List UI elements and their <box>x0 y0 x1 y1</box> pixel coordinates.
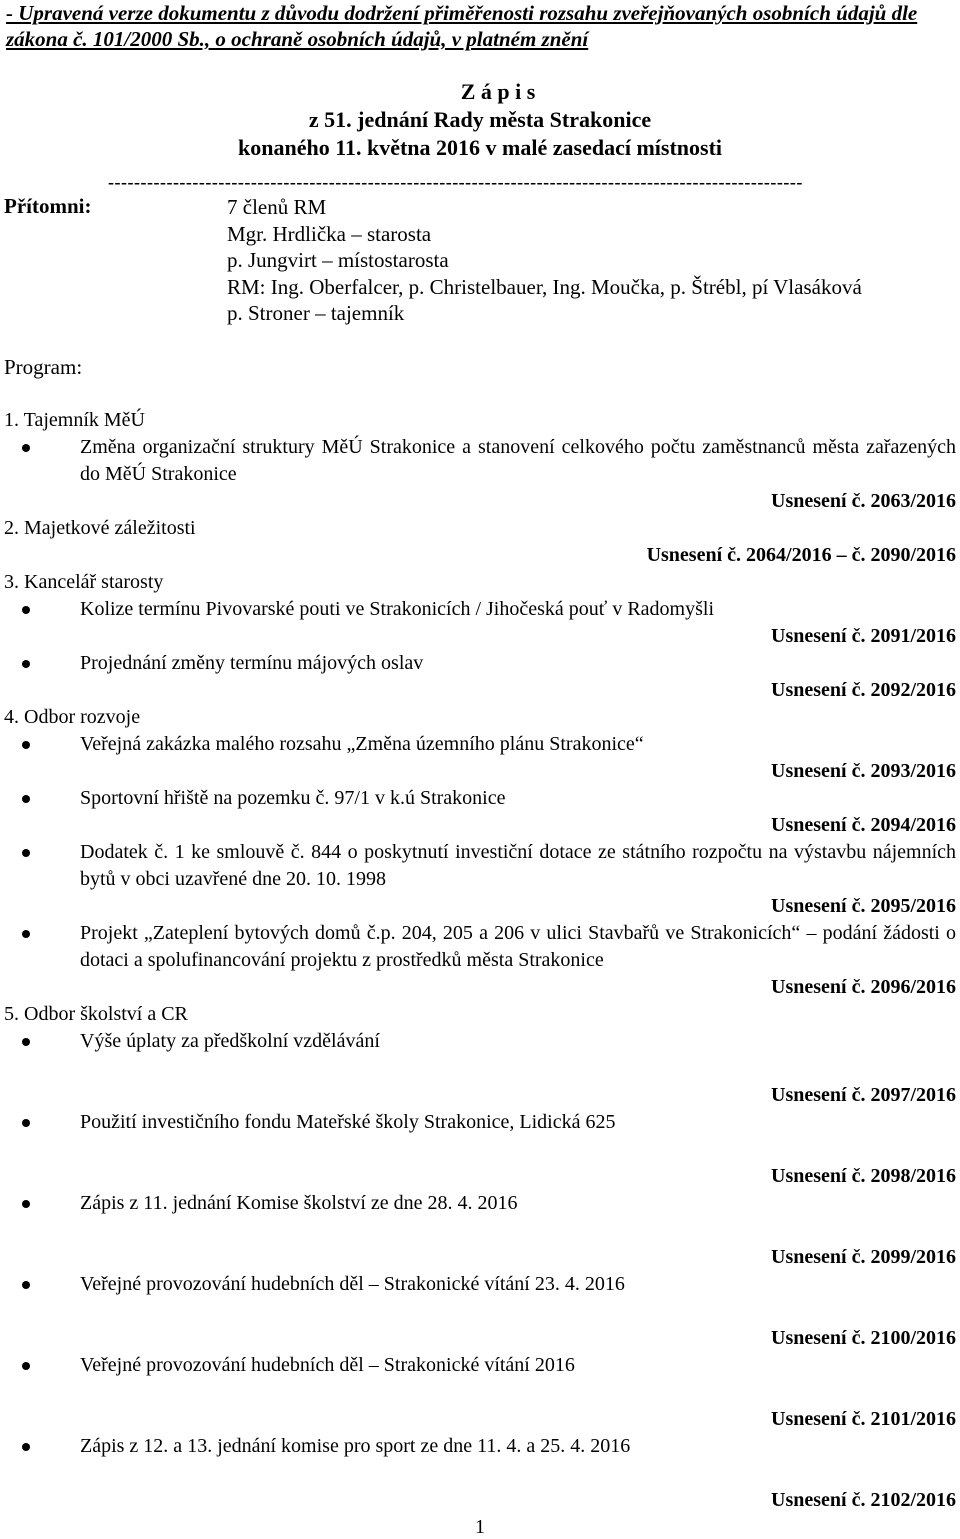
resolution-number: Usnesení č. 2102/2016 <box>771 1489 956 1511</box>
item-text: Změna organizační struktury MěÚ Strakonice a stanovení celkového počtu zaměstnanců města zařazených do MěÚ Strakonice <box>80 436 956 485</box>
bullet-icon <box>22 1038 30 1046</box>
agenda-item <box>4 1433 956 1487</box>
section-title: 3. Kancelář starosty <box>4 571 164 593</box>
anonymization-notice: - Upravená verze dokumentu z důvodu dodržení přiměřenosti rozsahu zveřejňovaných osobních údajů dle zákona č. 101/2000 Sb., o ochraně osobních údajů, v platném znění <box>6 1 918 51</box>
attendance-line: p. Stroner – tajemník <box>227 301 405 326</box>
item-text: Projekt „Zateplení bytových domů č.p. 204, 205 a 206 v ulici Stavbařů ve Strakonicích“ – podání žádosti o dotaci a spolufinancování projektu z prostředků města Strakonice <box>80 922 956 971</box>
resolution-number: Usnesení č. 2064/2016 – č. 2090/2016 <box>646 544 956 566</box>
item-text: Veřejné provozování hudebních děl – Strakonické vítání 23. 4. 2016 <box>80 1273 625 1295</box>
agenda-item <box>4 839 956 893</box>
meeting-subtitle: z 51. jednání Rady města Strakonice <box>308 107 652 132</box>
bullet-icon <box>22 741 30 749</box>
item-text: Použití investičního fondu Mateřské školy Strakonice, Lidická 625 <box>80 1111 616 1133</box>
agenda-item <box>4 434 956 488</box>
agenda-section <box>4 1001 956 1514</box>
bullet-icon <box>22 1281 30 1289</box>
item-text: Veřejná zakázka malého rozsahu „Změna územního plánu Strakonice“ <box>80 733 644 755</box>
item-text: Zápis z 11. jednání Komise školství ze dne 28. 4. 2016 <box>80 1192 518 1214</box>
bullet-icon <box>22 795 30 803</box>
agenda-item <box>4 1352 956 1406</box>
attendance-label: Přítomni: <box>4 194 92 218</box>
agenda-item <box>4 1109 956 1163</box>
agenda-item <box>4 596 956 623</box>
bullet-icon <box>22 930 30 938</box>
resolution-number: Usnesení č. 2063/2016 <box>771 490 956 512</box>
bullet-icon <box>22 1119 30 1127</box>
bullet-icon <box>22 606 30 614</box>
attendance-list <box>227 194 862 327</box>
agenda-list <box>4 407 956 1514</box>
bullet-icon <box>22 1443 30 1451</box>
agenda-section <box>4 515 956 569</box>
resolution-number: Usnesení č. 2097/2016 <box>771 1084 956 1106</box>
agenda-item <box>4 731 956 758</box>
agenda-section <box>4 407 956 515</box>
item-text: Dodatek č. 1 ke smlouvě č. 844 o poskytnutí investiční dotace ze státního rozpočtu na výstavbu nájemních bytů v obci uzavřené dne 20. 10. 1998 <box>80 841 956 890</box>
document-title: Z á p i s <box>460 79 536 104</box>
meeting-venue-date: konaného 11. května 2016 v malé zasedací místnosti <box>237 135 723 160</box>
resolution-number: Usnesení č. 2095/2016 <box>771 895 956 917</box>
agenda-item <box>4 1028 956 1082</box>
resolution-number: Usnesení č. 2100/2016 <box>771 1327 956 1349</box>
agenda-section <box>4 704 956 1001</box>
resolution-number: Usnesení č. 2091/2016 <box>771 625 956 647</box>
bullet-icon <box>22 444 30 452</box>
section-title: 4. Odbor rozvoje <box>4 706 141 728</box>
item-text: Veřejné provozování hudebních děl – Strakonické vítání 2016 <box>80 1354 575 1376</box>
item-spacer <box>80 1136 956 1163</box>
resolution-number: Usnesení č. 2094/2016 <box>771 814 956 836</box>
document-header <box>0 78 960 162</box>
item-text: Sportovní hřiště na pozemku č. 97/1 v k.ú Strakonice <box>80 787 506 809</box>
item-text: Projednání změny termínu májových oslav <box>80 652 424 674</box>
resolution-number: Usnesení č. 2096/2016 <box>771 976 956 998</box>
attendance-line: p. Jungvirt – místostarosta <box>227 248 449 273</box>
resolution-number: Usnesení č. 2098/2016 <box>771 1165 956 1187</box>
agenda-item <box>4 650 956 677</box>
program-label: Program: <box>4 355 83 379</box>
item-text: Kolize termínu Pivovarské pouti ve Strakonicích / Jihočeská pouť v Radomyšli <box>80 598 714 620</box>
bullet-icon <box>22 660 30 668</box>
item-spacer <box>80 1379 956 1406</box>
resolution-number: Usnesení č. 2101/2016 <box>771 1408 956 1430</box>
bullet-icon <box>22 849 30 857</box>
item-spacer <box>80 1055 956 1082</box>
attendance-line: Mgr. Hrdlička – starosta <box>227 221 432 246</box>
agenda-item <box>4 785 956 812</box>
agenda-item <box>4 920 956 974</box>
resolution-number: Usnesení č. 2099/2016 <box>771 1246 956 1268</box>
agenda-item <box>4 1271 956 1325</box>
item-spacer <box>80 1298 956 1325</box>
item-spacer <box>80 1217 956 1244</box>
page-number: 1 <box>475 1516 485 1538</box>
bullet-icon <box>22 1200 30 1208</box>
item-spacer <box>80 1460 956 1487</box>
section-title: 5. Odbor školství a CR <box>4 1003 188 1025</box>
resolution-number: Usnesení č. 2092/2016 <box>771 679 956 701</box>
agenda-section <box>4 569 956 704</box>
separator-line: ----------------------------------------------------------------------------------------------------------- <box>108 173 803 191</box>
attendance-line: RM: Ing. Oberfalcer, p. Christelbauer, Ing. Moučka, p. Štrébl, pí Vlasáková <box>227 274 862 299</box>
section-title: 2. Majetkové záležitosti <box>4 517 196 539</box>
item-text: Výše úplaty za předškolní vzdělávání <box>80 1030 380 1052</box>
item-text: Zápis z 12. a 13. jednání komise pro sport ze dne 11. 4. a 25. 4. 2016 <box>80 1435 631 1457</box>
attendance-line: 7 členů RM <box>227 195 327 219</box>
section-title: 1. Tajemník MěÚ <box>4 409 145 431</box>
bullet-icon <box>22 1362 30 1370</box>
agenda-item <box>4 1190 956 1244</box>
resolution-number: Usnesení č. 2093/2016 <box>771 760 956 782</box>
